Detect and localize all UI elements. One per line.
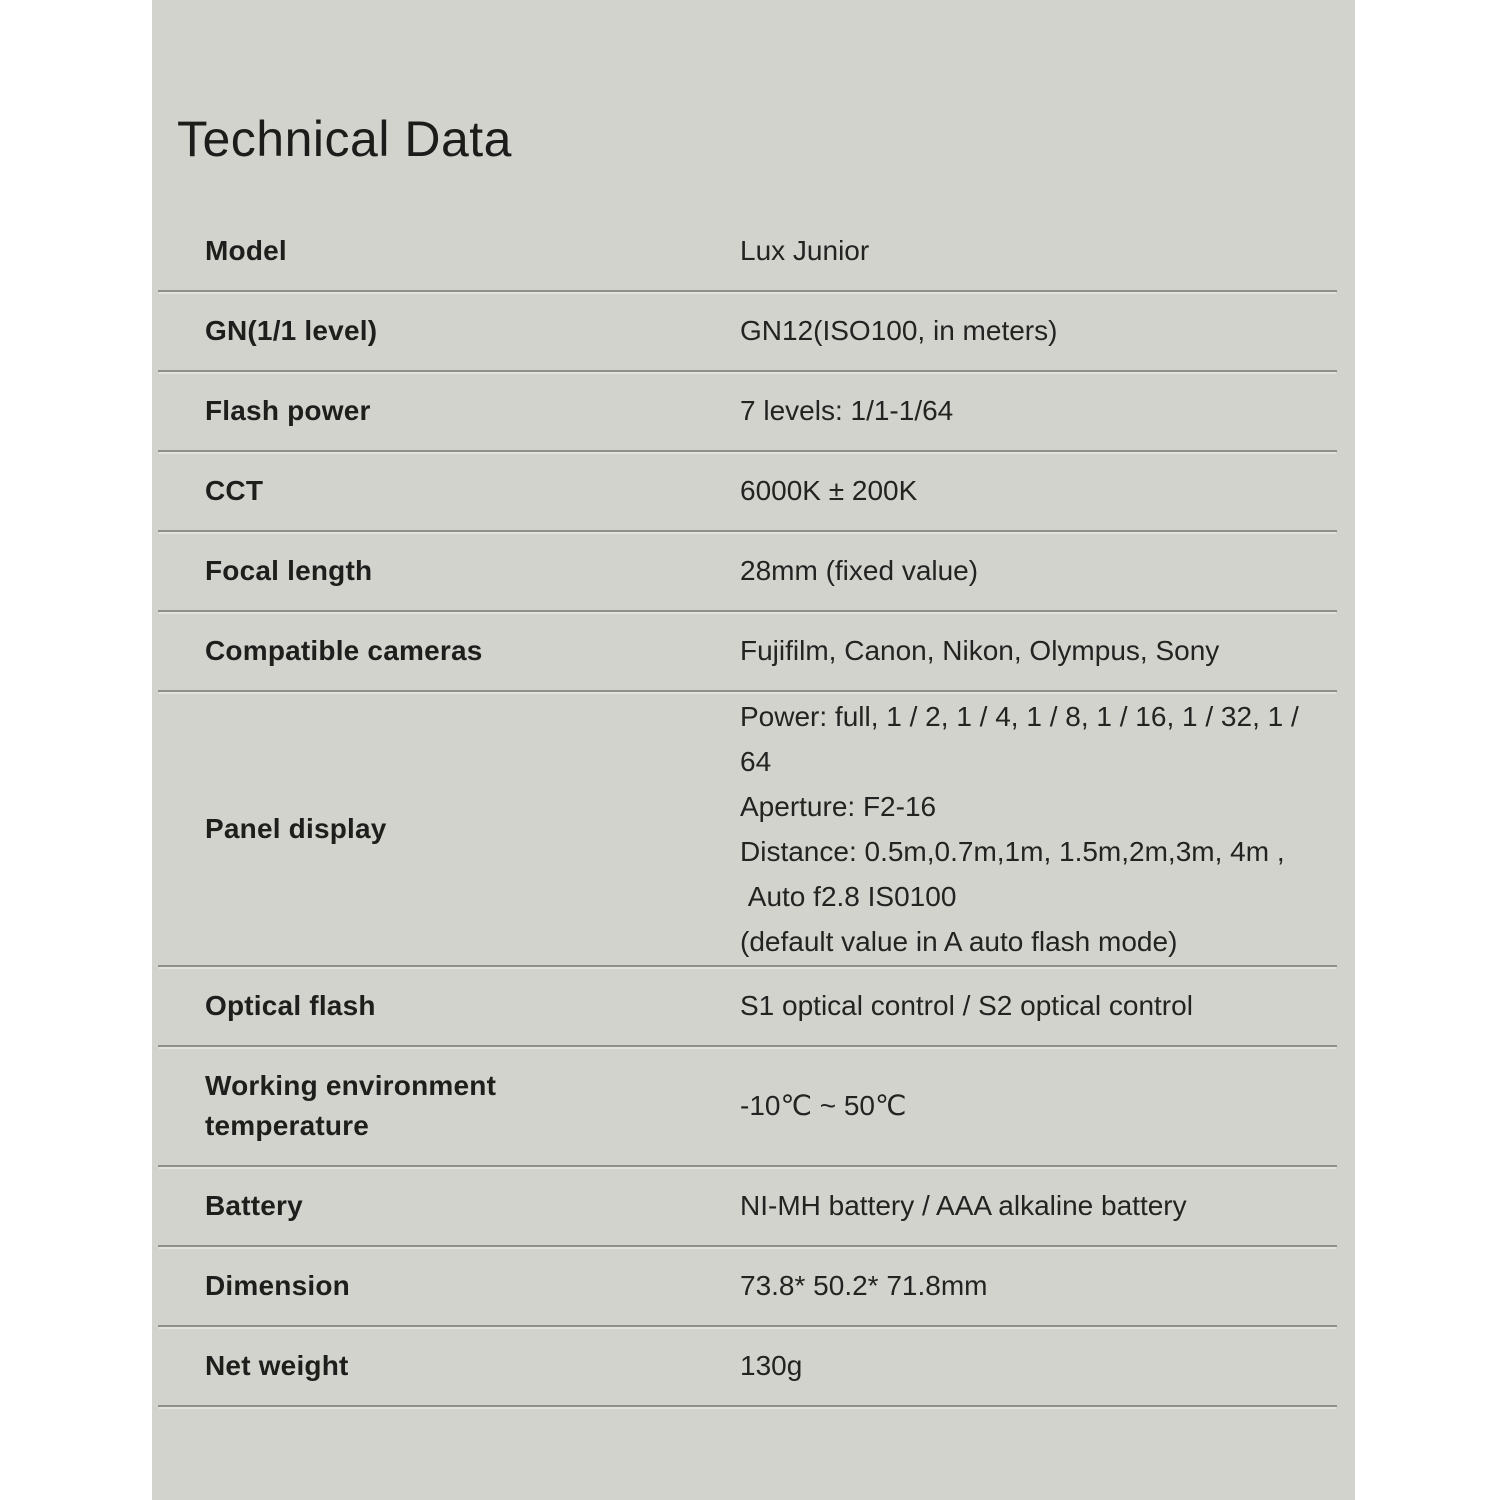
spec-value: GN12(ISO100, in meters) — [740, 315, 1058, 346]
table-row — [158, 1327, 1337, 1407]
table-row — [158, 1247, 1337, 1327]
table-row — [158, 692, 1337, 967]
table-row — [158, 292, 1337, 372]
spec-label: Net weight — [205, 1350, 349, 1381]
spec-value: S1 optical control / S2 optical control — [740, 990, 1193, 1021]
table-row — [158, 452, 1337, 532]
table-row — [158, 1047, 1337, 1167]
spec-value — [740, 694, 1337, 964]
table-row — [158, 967, 1337, 1047]
table-row — [158, 1167, 1337, 1247]
spec-value: 73.8* 50.2* 71.8mm — [740, 1270, 988, 1301]
spec-label: Panel display — [205, 812, 387, 844]
spec-table — [158, 212, 1337, 1407]
spec-value: NI-MH battery / AAA alkaline battery — [740, 1190, 1187, 1221]
page-title: Technical Data — [177, 111, 512, 167]
spec-value: -10℃ ~ 50℃ — [740, 1090, 907, 1121]
spec-value-line: Distance: 0.5m,0.7m,1m, 1.5m,2m,3m, 4m , — [740, 835, 1285, 867]
spec-value-line: (default value in A auto flash mode) — [740, 925, 1178, 957]
spec-value-line: Power: full, 1 / 2, 1 / 4, 1 / 8, 1 / 16, 1 / 32, 1 / 64 — [740, 700, 1307, 777]
spec-label: Optical flash — [205, 990, 376, 1021]
spec-label: Model — [205, 235, 287, 266]
spec-label: Flash power — [205, 395, 371, 426]
spec-value: Fujifilm, Canon, Nikon, Olympus, Sony — [740, 635, 1220, 666]
spec-card — [152, 0, 1355, 1500]
spec-label: Dimension — [205, 1270, 350, 1301]
spec-label: Working environment temperature — [205, 1070, 497, 1141]
spec-label: CCT — [205, 475, 264, 506]
spec-value-line: Auto f2.8 IS0100 — [740, 880, 957, 912]
spec-value: 28mm (fixed value) — [740, 555, 979, 586]
spec-label: Compatible cameras — [205, 635, 483, 666]
spec-value: Lux Junior — [740, 235, 870, 266]
table-row — [158, 532, 1337, 612]
table-row — [158, 612, 1337, 692]
spec-label: Focal length — [205, 555, 373, 586]
table-row — [158, 212, 1337, 292]
spec-value: 130g — [740, 1350, 803, 1381]
spec-value: 7 levels: 1/1-1/64 — [740, 395, 954, 426]
spec-value: 6000K ± 200K — [740, 475, 918, 506]
spec-label: Battery — [205, 1190, 303, 1221]
spec-value-line: Aperture: F2-16 — [740, 790, 937, 822]
spec-label: GN(1/1 level) — [205, 315, 378, 346]
table-row — [158, 372, 1337, 452]
